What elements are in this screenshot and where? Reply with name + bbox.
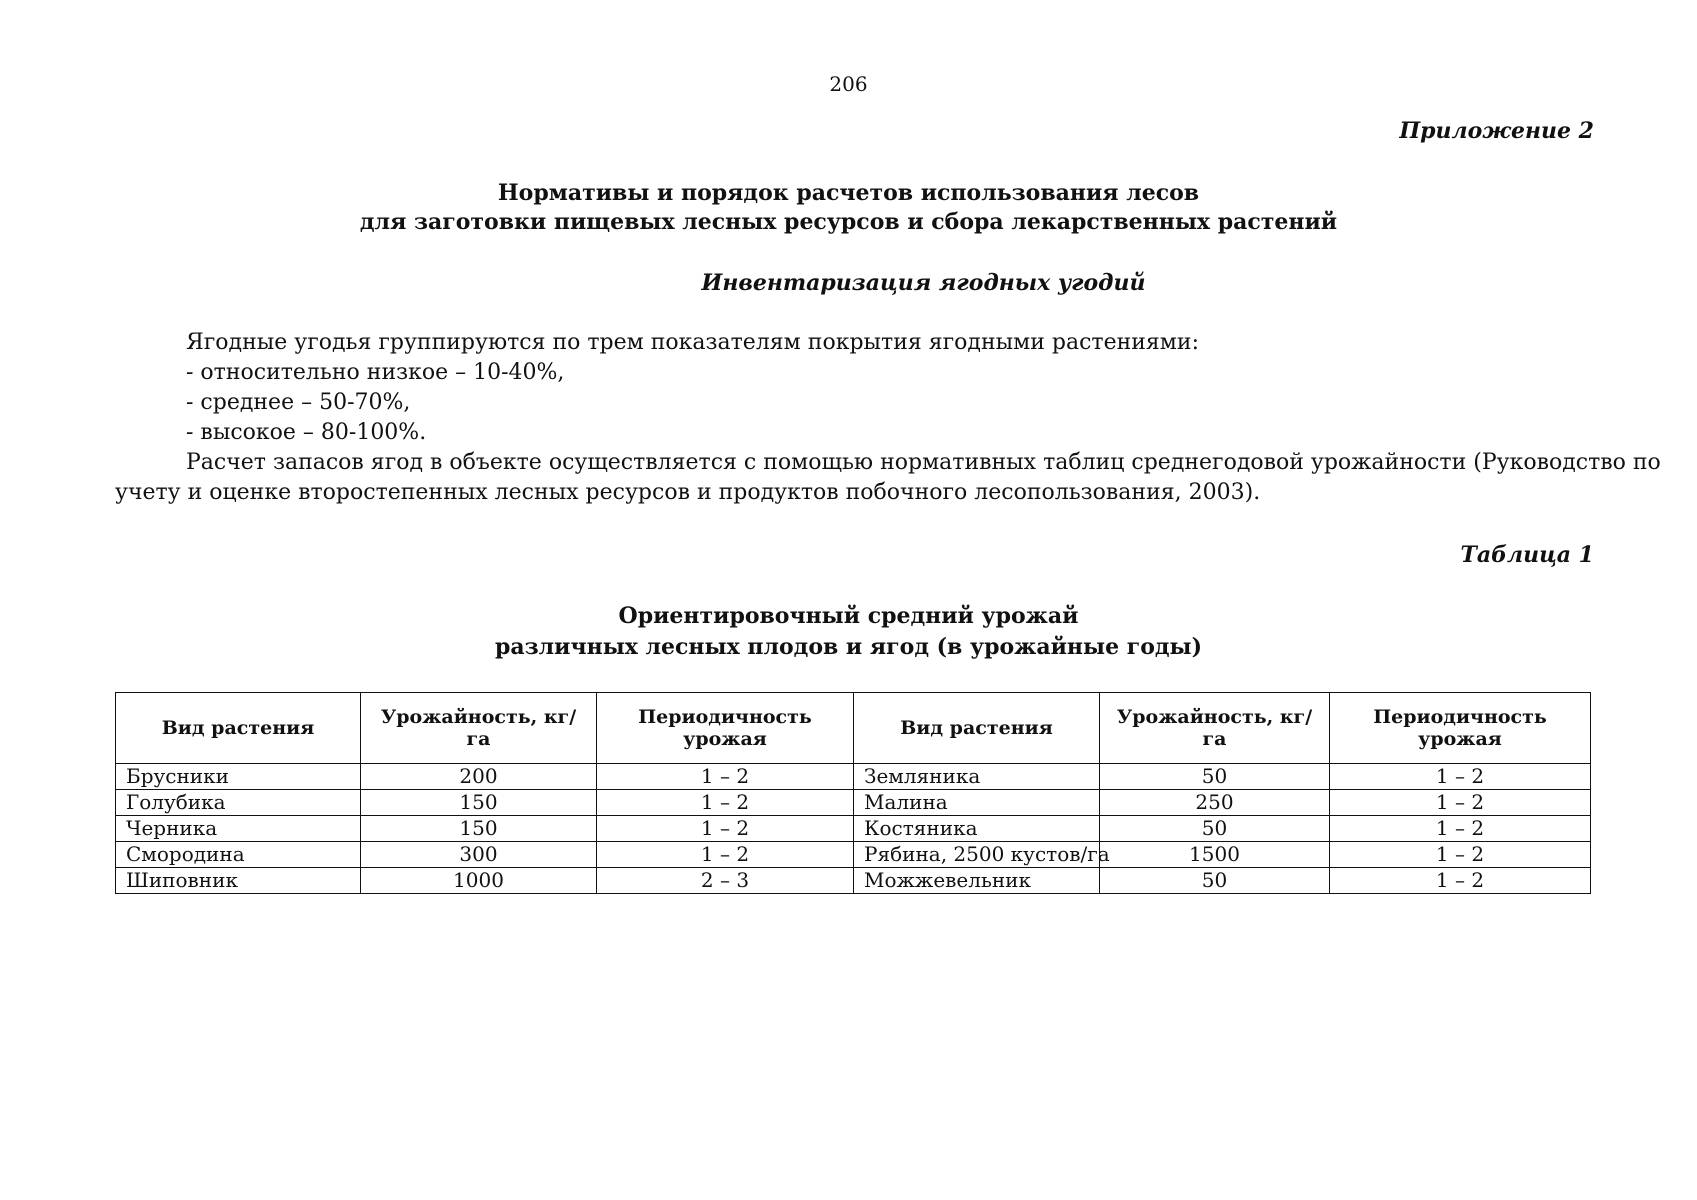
body-paragraph	[115, 328, 1661, 508]
cell-yield: 300	[361, 842, 597, 868]
table-row	[116, 816, 1591, 842]
cell-plant: Черника	[116, 816, 361, 842]
header-plant-type: Вид растения	[854, 693, 1100, 764]
body-intro: Ягодные угодья группируются по трем показателям покрытия ягодными растениями:	[186, 330, 1199, 355]
cell-periodicity: 1 – 2	[597, 790, 854, 816]
page-number: 206	[829, 72, 868, 96]
table-title-line-2: различных лесных плодов и ягод (в урожайные годы)	[494, 634, 1203, 660]
cell-plant: Малина	[854, 790, 1100, 816]
cell-periodicity: 1 – 2	[1330, 816, 1591, 842]
cell-plant: Шиповник	[116, 868, 361, 894]
cell-yield: 250	[1100, 790, 1330, 816]
table-row	[116, 790, 1591, 816]
body-list-item: - высокое – 80-100%.	[186, 420, 427, 445]
header-yield: Урожайность, кг/га	[1100, 693, 1330, 764]
header-periodicity: Периодичность урожая	[1330, 693, 1591, 764]
cell-yield: 150	[361, 790, 597, 816]
cell-yield: 200	[361, 764, 597, 790]
cell-plant: Можжевельник	[854, 868, 1100, 894]
body-calc-line-2: учету и оценке второстепенных лесных ресурсов и продуктов побочного лесопользования, 2003).	[115, 480, 1261, 505]
table-row	[116, 868, 1591, 894]
body-calc-line-1: Расчет запасов ягод в объекте осуществляется с помощью нормативных таблиц среднегодовой урожайности (Руководство по	[186, 450, 1661, 475]
main-title-line-1: Нормативы и порядок расчетов использования лесов	[497, 180, 1200, 206]
cell-plant: Земляника	[854, 764, 1100, 790]
header-plant-type: Вид растения	[116, 693, 361, 764]
appendix-label: Приложение 2	[1399, 118, 1594, 144]
cell-plant: Смородина	[116, 842, 361, 868]
cell-yield: 1000	[361, 868, 597, 894]
cell-periodicity: 1 – 2	[1330, 868, 1591, 894]
cell-yield: 50	[1100, 764, 1330, 790]
cell-plant: Рябина, 2500 кустов/га	[854, 842, 1100, 868]
header-periodicity: Периодичность урожая	[597, 693, 854, 764]
cell-periodicity: 1 – 2	[1330, 842, 1591, 868]
cell-periodicity: 1 – 2	[597, 842, 854, 868]
cell-yield: 150	[361, 816, 597, 842]
cell-yield: 50	[1100, 816, 1330, 842]
table-row	[116, 764, 1591, 790]
cell-periodicity: 1 – 2	[1330, 764, 1591, 790]
cell-periodicity: 1 – 2	[1330, 790, 1591, 816]
cell-plant: Костяника	[854, 816, 1100, 842]
cell-yield: 50	[1100, 868, 1330, 894]
body-list-item: - относительно низкое – 10-40%,	[186, 360, 565, 385]
cell-periodicity: 2 – 3	[597, 868, 854, 894]
main-title-line-2: для заготовки пищевых лесных ресурсов и сбора лекарственных растений	[359, 209, 1338, 235]
cell-periodicity: 1 – 2	[597, 816, 854, 842]
yield-table	[115, 692, 1591, 894]
cell-periodicity: 1 – 2	[597, 764, 854, 790]
table-title-line-1: Ориентировочный средний урожай	[618, 603, 1079, 629]
cell-plant: Брусники	[116, 764, 361, 790]
table-row	[116, 842, 1591, 868]
table-label: Таблица 1	[1460, 542, 1594, 568]
header-yield: Урожайность, кг/га	[361, 693, 597, 764]
cell-plant: Голубика	[116, 790, 361, 816]
cell-yield: 1500	[1100, 842, 1330, 868]
section-title: Инвентаризация ягодных угодий	[701, 270, 1146, 296]
body-list-item: - среднее – 50-70%,	[186, 390, 411, 415]
table-header-row	[116, 693, 1591, 764]
